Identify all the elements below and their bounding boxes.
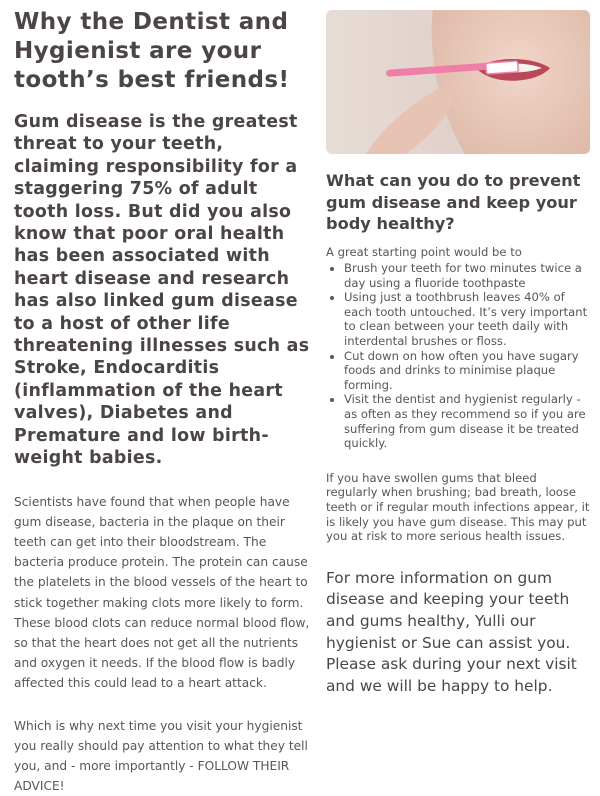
lead-paragraph: Gum disease is the greatest threat to your teeth, claiming responsibility for a staggering 75% of adult tooth loss. But did you also know that poor oral health has been associated with heart disease and research has also linked gum disease to a host of other life threatening illnesses such as Stroke, Endocarditis (inflammation of the heart valves), Diabetes and Premature and low birth-weight babies.: [14, 112, 310, 469]
sidebar-column: [326, 10, 590, 697]
body-paragraph-blood-clots: Scientists have found that when people have gum disease, bacteria in the plaque on their teeth can get into their bloodstream. The bacteria produce protein. The protein can cause the platelets in the blood vessels of the heart to stick together making clots more likely to form. These blood clots can reduce normal blood flow, so that the heart does not get all the nutrients and oxygen it needs. If the blood flow is badly affected this could lead to a heart attack.: [14, 494, 310, 691]
tips-list: [326, 261, 590, 451]
list-item: • Visit the dentist and hygienist regularly - as often as they recommend so if you are suffering from gum disease it be treated quickly.: [344, 392, 590, 450]
prevention-heading: What can you do to prevent gum disease and keep your body healthy?: [326, 171, 581, 233]
tips-intro: A great starting point would be to: [326, 244, 522, 259]
toothbrushing-photo: [326, 10, 590, 154]
toothbrush-bristles: [486, 61, 519, 74]
list-item: • Using just a toothbrush leaves 40% of each tooth untouched. It’s very important to clean between your teeth daily with interdental brushes or floss.: [344, 290, 590, 348]
list-item: • Cut down on how often you have sugary foods and drinks to minimise plaque forming.: [344, 349, 590, 393]
main-column: [14, 8, 314, 796]
closing-message: For more information on gum disease and keeping your teeth and gums healthy, Yulli our hygienist or Sue can assist you. Please ask during your next visit and we will be happy to help.: [326, 568, 577, 695]
gum-disease-warning: If you have swollen gums that bleed regularly when brushing; bad breath, loose teeth or if regular mouth infections appear, it is likely you have gum disease. This may put you at risk to more serious health issues.: [326, 470, 590, 544]
toothbrushing-illustration: [326, 10, 590, 154]
list-item: • Brush your teeth for two minutes twice a day using a fluoride toothpaste: [344, 261, 590, 290]
article-title: Why the Dentist and Hygienist are your tooth’s best friends!: [14, 9, 290, 93]
body-paragraph-follow-advice: Which is why next time you visit your hygienist you really should pay attention to what they tell you, and - more importantly - FOLLOW THEIR ADVICE!: [14, 718, 308, 794]
face-shape: [432, 10, 590, 154]
